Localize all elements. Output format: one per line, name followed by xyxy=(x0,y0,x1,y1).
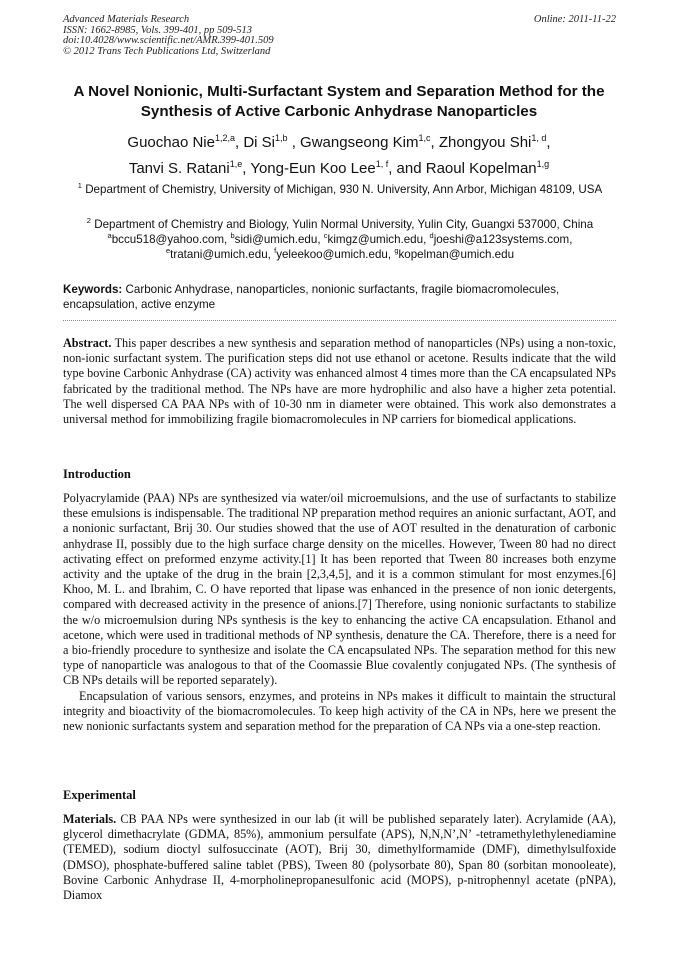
author: Gwangseong Kim$^{1,c}$, xyxy=(300,133,439,151)
abstract-text: This paper describes a new synthesis and separation method of nanoparticles (NPs) using a non-toxic, non-ionic surfactant system. The purification steps did not use ethanol or acetone. Results indicate that the wild type bovine Carbonic Anhydrase (CA) activity was enhanced almost 4 times more than the CA encapsulated NPs fabricated by the traditional method. The NPs have are more hydrophilic and also have a higher zeta potential. The well dispersed CA PAA NPs with of 10-30 nm in diameter were obtained. This work also demonstrates a universal method for immobilizing fragile biomacromolecules in NP carriers for biomedical applications. xyxy=(63,336,616,427)
email-link[interactable]: joeshi@a123systems.com, xyxy=(433,233,573,246)
section-heading-experimental: Experimental xyxy=(63,788,136,802)
keywords xyxy=(63,283,616,312)
email-link[interactable]: kopelman@umich.edu xyxy=(398,248,515,261)
journal-header xyxy=(63,15,616,57)
section-heading-introduction: Introduction xyxy=(63,467,131,481)
paragraph: Polyacrylamide (PAA) NPs are synthesized via water/oil microemulsions, and the use of surfactants to stabilize these emulsions is indispensable. The traditional NP preparation method requires an anionic surfactant, AOT, and a nonionic surfactant, Brij 30. Our studies showed that the use of AOT resulted in the denaturation of carbonic anhydrase II, possibly due to the high surface charge density on the micelles. However, Tween 80 had no direct activating effect on preformed enzyme activity.[1] It has been reported that Tween 80 increases both enzyme activity and the uptake of the drug in the brain [2,3,4,5], and it is a common stimulant for most enzymes.[6] Khoo, M. L. and Ibrahim, C. O have reported that lipase was enhanced in the presence of non ionic detergents, compared with decreased activity in the presence of anions.[7] Therefore, using nonionic surfactants to stabilize the w/o microemulsion during NPs synthesis is the key to enhancing the active CA encapsulation. Ethanol and acetone, which were used in traditional methods of NP synthesis, denature the CA. Therefore, there is a need for a bio-friendly procedure to synthesize and isolate the CA encapsulated NPs. The separation method for this new type of nanoparticle was analogous to that of the Coomassie Blue covalently conjugated NPs. (The synthesis of CB NPs details will be reported separately). xyxy=(63,491,616,688)
author: Zhongyou Shi$^{1, d}$, xyxy=(438,133,551,151)
abstract-label: Abstract. xyxy=(63,336,112,350)
affiliation-2: $^2$ Department of Chemistry and Biology, Yulin Normal University, Yulin City, Guangxi 537000, China $^a$bccu518@yahoo.com, $^b$sidi@umich.edu, $^c$kimgz@umich.edu, $^d$joeshi@a123systems.com, $^e$tratani@umich.edu, $^f$yeleekoo@umich.edu, $^g$kopelman@umich.edu xyxy=(86,216,594,261)
journal-doi: doi:10.4028/www.scientific.net/AMR.399-401.509 xyxy=(63,35,274,46)
author: Raoul Kopelman$^{1,g}$ xyxy=(425,159,550,177)
author: Tanvi S. Ratani$^{1,e}$, xyxy=(128,159,251,177)
email-link[interactable]: yeleekoo@umich.edu xyxy=(276,248,388,261)
journal-name: Advanced Materials Research xyxy=(63,14,190,25)
materials-text: CB PAA NPs were synthesized in our lab (it will be published separately later). Acrylamide (AA), glycerol dimethacrylate (GDMA, 85%), ammonium persulfate (APS), N,N,N’,N’ -tetramethylethylenediamine (TEMED), sodium dioctyl sulfosuccinate (AOT), Brij 30, dimethylformamide (DMF), dimethylsulfoxide (DMSO), phosphate-buffered saline tablet (PBS), Tween 80 (polysorbate 80), Span 80 (sorbitan monooleate), Bovine Carbonic Anhydrase II, 4-morpholinepropanesulfonic acid (MOPS), p-nitrophennyl acetate (pNPA), Diamox xyxy=(63,812,616,903)
email-link[interactable]: kimgz@umich.edu xyxy=(327,233,424,246)
affiliation-1: $^1$ Department of Chemistry, University of Michigan, 930 N. University, Ann Arbor, Michigan 48109, USA xyxy=(77,181,603,196)
materials-label: Materials. xyxy=(63,812,117,826)
introduction-body xyxy=(63,491,616,734)
paper-title: A Novel Nonionic, Multi-Surfactant System and Separation Method for the Synthesis of Active Carbonic Anhydrase Nanoparticles xyxy=(73,83,605,120)
email-link[interactable]: bccu518@yahoo.com xyxy=(111,233,225,246)
author: Di Si$^{1,b}$ , xyxy=(243,133,296,151)
materials-paragraph xyxy=(63,812,616,903)
journal-copyright: © 2012 Trans Tech Publications Ltd, Switzerland xyxy=(63,45,271,57)
divider xyxy=(63,320,616,321)
keywords-label: Keywords: xyxy=(63,283,123,296)
email-list: $^a$bccu518@yahoo.com, $^b$sidi@umich.edu, $^c$kimgz@umich.edu, $^d$joeshi@a123systems.com, $^e$tratani@umich.edu, $^f$yeleekoo@umich.edu, $^g$kopelman@umich.edu xyxy=(107,231,573,261)
journal-issn: ISSN: 1662-8985, Vols. 399-401, pp 509-513 xyxy=(63,24,252,36)
author-list xyxy=(40,130,638,182)
author: Yong-Eun Koo Lee$^{1, f}$, and xyxy=(250,159,426,177)
online-date: Online: 2011-11-22 xyxy=(533,14,616,25)
keywords-text: Carbonic Anhydrase, nanoparticles, nonionic surfactants, fragile biomacromolecules, encapsulation, active enzyme xyxy=(63,283,560,311)
abstract xyxy=(63,336,616,427)
author: Guochao Nie$^{1,2,a}$, xyxy=(127,133,244,151)
paragraph: Encapsulation of various sensors, enzymes, and proteins in NPs makes it difficult to maintain the structural integrity and bioactivity of the biomacromolecules. To keep high activity of the CA in NPs, here we present the new nonionic surfactants system and separation method for the preparation of CA NPs via a one-step reaction. xyxy=(63,688,616,734)
email-link[interactable]: sidi@umich.edu xyxy=(234,233,318,246)
email-link[interactable]: tratani@umich.edu xyxy=(170,248,268,261)
